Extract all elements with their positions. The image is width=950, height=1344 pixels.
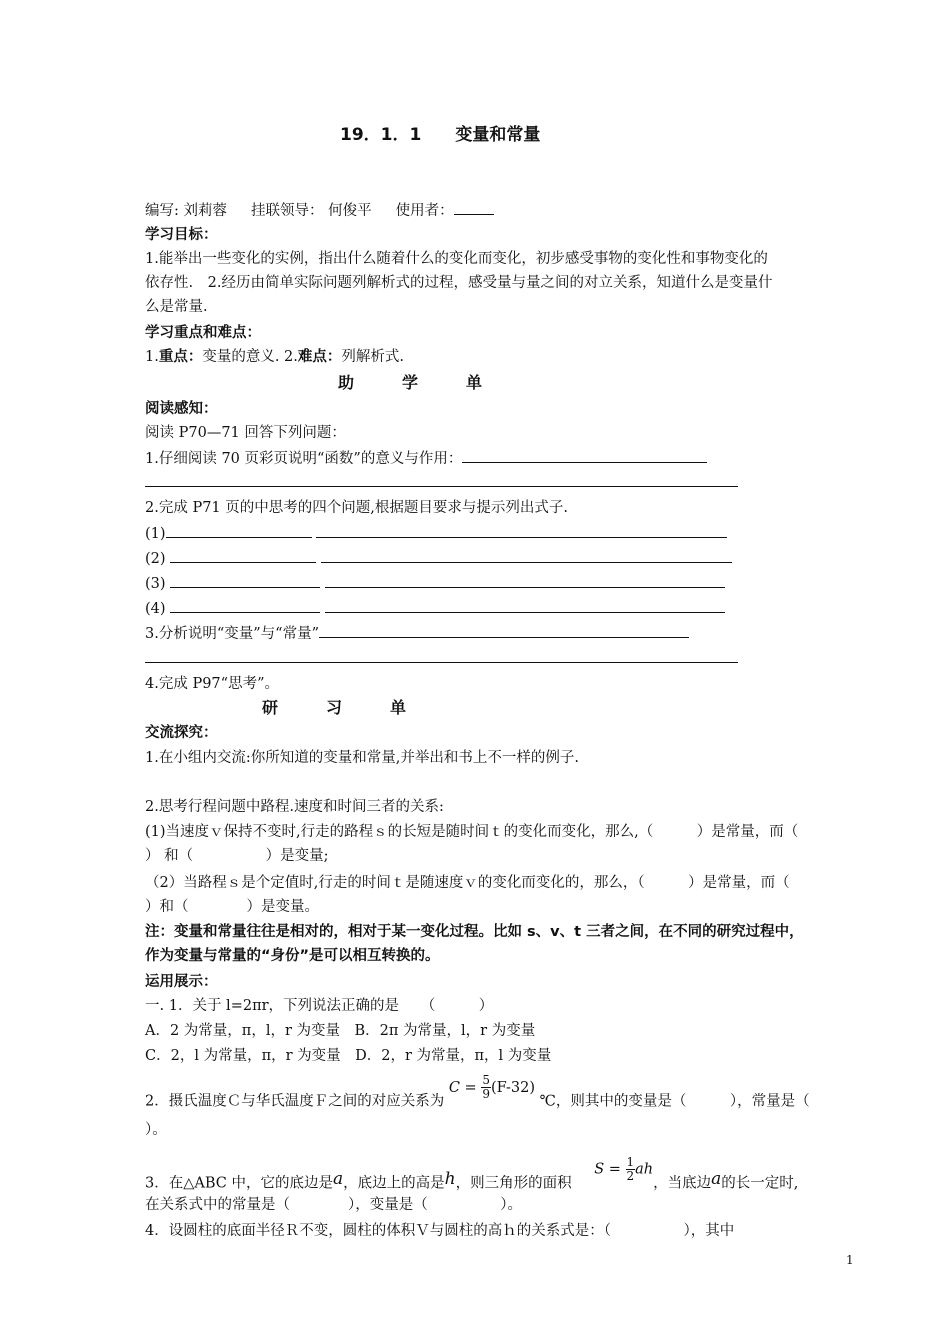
sub-answer-2	[145, 548, 732, 569]
sub-answer-3	[145, 573, 725, 594]
reading-q3-text: 3.分析说明“变量”与“常量”	[145, 626, 319, 642]
user-label: 使用者：	[395, 203, 454, 219]
answer-blank[interactable]	[319, 623, 689, 638]
blank-line	[145, 648, 738, 669]
goal-line: 依存性. 2.经历由简单实际问题列解析式的过程，感受量与量之间的对立关系，知道什么是变量什	[145, 275, 773, 291]
explore-line: (1)当速度ｖ保持不变时,行走的路程ｓ的长短是随时间ｔ的变化而变化，那么,（ ）是常量，而（	[145, 824, 799, 840]
formula-rhs: ah	[635, 1161, 654, 1178]
sub-label: (4)	[145, 601, 166, 617]
answer-blank[interactable]	[321, 548, 732, 563]
leader: 挂联领导： 何俊平	[251, 203, 372, 219]
answer-blank[interactable]	[462, 448, 707, 463]
reading-q2: 2.完成 P71 页的中思考的四个问题,根据题目要求与提示列出式子.	[145, 500, 568, 516]
answer-blank[interactable]	[170, 548, 316, 563]
var-a: a	[711, 1168, 722, 1189]
research-sheet-heading: 研 习 单	[262, 698, 407, 717]
answer-blank[interactable]	[170, 573, 320, 588]
answer-blank[interactable]	[325, 598, 725, 613]
formula-lhs: S =	[594, 1161, 621, 1178]
var-a: a	[332, 1168, 344, 1189]
key-num: 1.	[145, 349, 159, 365]
difficulty-text: 列解析式.	[341, 349, 405, 365]
frac-num: 5	[482, 1073, 490, 1087]
goal-line: 1.能举出一些变化的实例，指出什么随着什么的变化而变化，初步感受事物的变化性和事物变化的	[145, 251, 768, 267]
reading-q1-text: 1.仔细阅读 70 页彩页说明“函数”的意义与作用：	[145, 451, 463, 467]
answer-blank[interactable]	[325, 573, 725, 588]
explore-line: 2.思考行程问题中路程.速度和时间三者的关系:	[145, 799, 444, 815]
explore-line: ） 和（ ）是变量;	[145, 848, 329, 864]
explore-line: （2）当路程ｓ是个定值时,行走的时间ｔ是随速度ｖ的变化而变化的，那么，（ ）是常量，而（	[145, 875, 790, 891]
question-2-cont: ）。	[145, 1122, 167, 1138]
key-line	[145, 347, 404, 367]
question-2	[145, 1073, 810, 1115]
question-4: 4．设圆柱的底面半径Ｒ不变，圆柱的体积Ｖ与圆柱的高ｈ的关系式是：（ ），其中	[145, 1223, 735, 1239]
page-number: 1	[846, 1253, 854, 1267]
sub-answer-1	[145, 523, 727, 544]
reading-heading: 阅读感知：	[145, 401, 218, 417]
reading-q3	[145, 623, 689, 644]
key-text: 变量的意义. 2.	[202, 349, 298, 365]
reading-q1	[145, 448, 707, 469]
writer: 编写: 刘莉蓉	[145, 203, 227, 219]
question-1: 一. 1．关于 l=2πr，下列说法正确的是 （ ）	[145, 998, 494, 1014]
sub-label: (2)	[145, 551, 166, 567]
sub-label: (1)	[145, 526, 166, 542]
formula-s	[594, 1156, 653, 1183]
formula-c	[448, 1073, 540, 1101]
author-line	[145, 200, 494, 221]
q2-text-post: ℃，则其中的变量是（ ），常量是（	[539, 1093, 810, 1110]
frac-den: 2	[626, 1169, 635, 1183]
answer-blank[interactable]	[145, 648, 738, 663]
question-3	[145, 1155, 799, 1197]
fraction	[481, 1074, 491, 1101]
fraction	[626, 1156, 636, 1183]
sub-answer-4	[145, 598, 725, 619]
formula-lhs: C =	[448, 1079, 477, 1096]
key-heading: 学习重点和难点：	[145, 325, 261, 341]
q3-text: 的长一定时,	[721, 1175, 799, 1192]
answer-blank[interactable]	[316, 523, 727, 538]
note-line: 作为变量与常量的“身份”是可以相互转换的。	[145, 948, 440, 964]
q3-text: ，底边上的高是	[343, 1175, 445, 1192]
option-line: A．2 为常量，π，l，r 为变量 B．2π 为常量，l，r 为变量	[145, 1023, 536, 1039]
sub-label: (3)	[145, 576, 166, 592]
answer-blank[interactable]	[166, 523, 312, 538]
answer-blank[interactable]	[145, 472, 738, 487]
q3-text: 3．在△ABC 中，它的底边是	[145, 1175, 333, 1192]
help-sheet-heading: 助 学 单	[338, 373, 483, 392]
var-h: h	[444, 1168, 456, 1189]
question-3-cont: 在关系式中的常量是（ ），变量是（ ）。	[145, 1197, 522, 1213]
reading-q4: 4.完成 P97“思考”。	[145, 676, 279, 692]
explore-heading: 交流探究：	[145, 725, 218, 741]
blank-line	[145, 472, 738, 493]
explore-line: 1.在小组内交流:你所知道的变量和常量,并举出和书上不一样的例子.	[145, 750, 579, 766]
user-blank[interactable]	[454, 200, 494, 215]
reading-line: 阅读 P70—71 回答下列问题：	[145, 425, 346, 441]
goals-heading: 学习目标：	[145, 227, 218, 243]
goal-line: 么是常量.	[145, 299, 208, 315]
q3-text: ，则三角形的面积	[455, 1175, 572, 1192]
answer-blank[interactable]	[170, 598, 320, 613]
q2-text: 2．摄氏温度Ｃ与华氏温度Ｆ之间的对应关系为	[145, 1093, 445, 1110]
formula-rhs: (F-32)	[490, 1079, 536, 1096]
difficulty-label: 难点：	[297, 349, 342, 365]
option-line: C．2，l 为常量，π，r 为变量 D．2，r 为常量，π，l 为变量	[145, 1048, 552, 1064]
frac-den: 9	[482, 1087, 490, 1101]
explore-line: ）和（ ）是变量。	[145, 899, 319, 915]
page-title: 19．1．1 变量和常量	[340, 125, 541, 145]
key-label: 重点：	[158, 349, 203, 365]
note-line: 注：变量和常量往往是相对的，相对于某一变化过程。比如 s、v、t 三者之间，在不同的研究过程中，	[145, 924, 804, 940]
apply-heading: 运用展示：	[145, 974, 218, 990]
q3-text: ，当底边	[653, 1175, 712, 1192]
frac-num: 1	[626, 1155, 635, 1169]
